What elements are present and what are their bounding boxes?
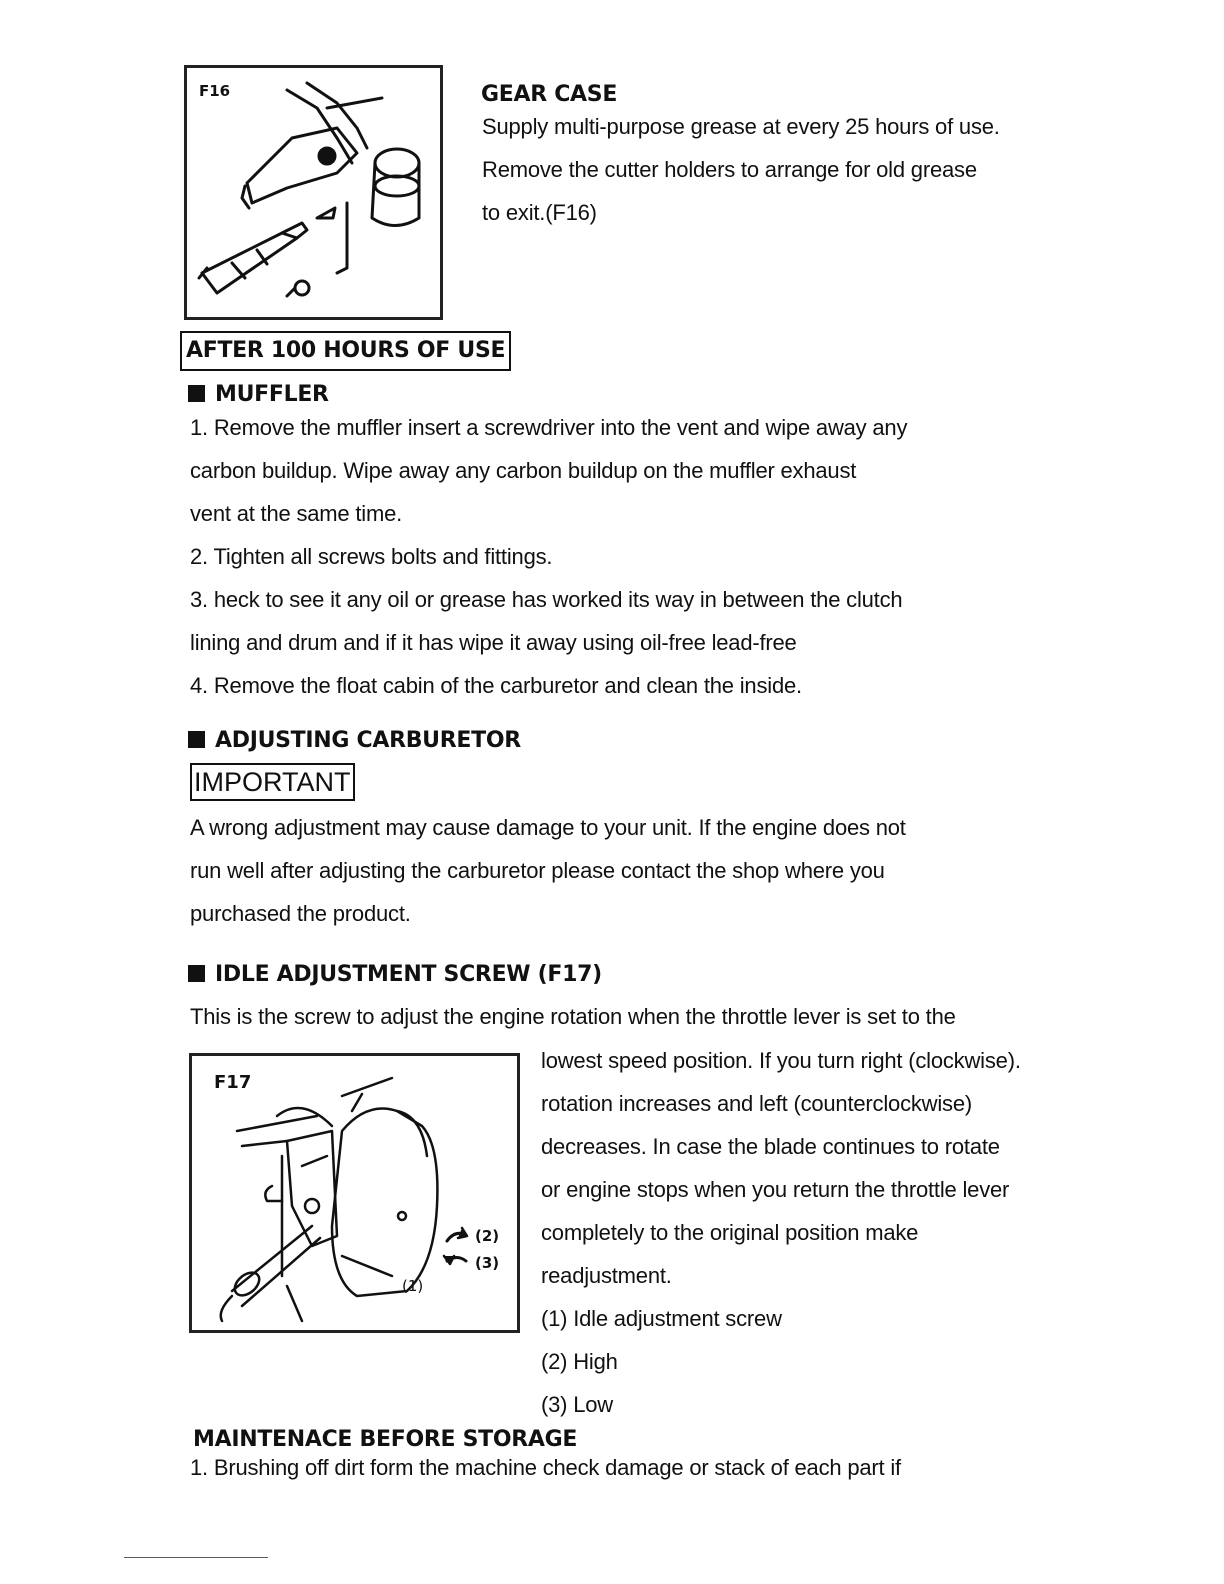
after-100-hours-heading: AFTER 100 HOURS OF USE [180, 331, 511, 371]
gear-case-line-2: Remove the cutter holders to arrange for old grease [482, 157, 977, 182]
idle-screw-legend-3: (3) Low [541, 1392, 613, 1417]
gear-case-body [482, 105, 1000, 234]
gear-case-line-3: to exit.(F16) [482, 200, 597, 225]
footer-rule [124, 1557, 268, 1558]
idle-screw-intro: This is the screw to adjust the engine rotation when the throttle lever is set to the [190, 1004, 956, 1029]
idle-screw-line: completely to the original position make [541, 1220, 919, 1245]
figure-f16 [184, 65, 443, 320]
muffler-line: 1. Remove the muffler insert a screwdriver into the vent and wipe away any [190, 415, 908, 440]
idle-screw-line: rotation increases and left (counterclockwise) [541, 1091, 973, 1116]
important-label: IMPORTANT [190, 763, 355, 801]
muffler-line: 3. heck to see it any oil or grease has worked its way in between the clutch [190, 587, 903, 612]
carburetor-line: purchased the product. [190, 901, 411, 926]
carburetor-line: A wrong adjustment may cause damage to your unit. If the engine does not [190, 815, 906, 840]
muffler-heading [188, 382, 329, 407]
idle-screw-title: IDLE ADJUSTMENT SCREW (F17) [215, 962, 602, 987]
idle-screw-body [541, 1039, 1021, 1426]
carburetor-illustration [192, 1056, 517, 1330]
muffler-line: 2. Tighten all screws bolts and fittings. [190, 544, 553, 569]
gear-case-heading: GEAR CASE [481, 82, 618, 107]
gear-case-illustration [187, 68, 440, 317]
carburetor-title: ADJUSTING CARBURETOR [215, 728, 521, 753]
idle-screw-line: lowest speed position. If you turn right (clockwise). [541, 1048, 1021, 1073]
storage-heading: MAINTENACE BEFORE STORAGE [193, 1427, 578, 1452]
carburetor-line: run well after adjusting the carburetor please contact the shop where you [190, 858, 885, 883]
callout-2: (2) [475, 1227, 500, 1245]
idle-screw-line: or engine stops when you return the throttle lever [541, 1177, 1010, 1202]
gear-case-line-1: Supply multi-purpose grease at every 25 hours of use. [482, 114, 1000, 139]
bullet-square-icon [188, 965, 205, 982]
muffler-line: vent at the same time. [190, 501, 403, 526]
idle-screw-line: readjustment. [541, 1263, 672, 1288]
muffler-line: lining and drum and if it has wipe it away using oil-free lead-free [190, 630, 797, 655]
muffler-title: MUFFLER [215, 382, 329, 407]
callout-3: (3) [475, 1254, 500, 1272]
muffler-line: 4. Remove the float cabin of the carburetor and clean the inside. [190, 673, 802, 698]
carburetor-heading [188, 728, 521, 753]
idle-screw-legend-1: (1) Idle adjustment screw [541, 1306, 782, 1331]
figure-f16-label: F16 [199, 82, 231, 100]
muffler-line: carbon buildup. Wipe away any carbon buildup on the muffler exhaust [190, 458, 857, 483]
figure-f17 [189, 1053, 520, 1333]
figure-f17-label: F17 [214, 1072, 252, 1093]
bullet-square-icon [188, 385, 205, 402]
storage-body [190, 1446, 901, 1489]
carburetor-body [190, 806, 906, 935]
idle-screw-legend-2: (2) High [541, 1349, 618, 1374]
muffler-body [190, 406, 907, 707]
callout-1: (1) [402, 1277, 424, 1295]
storage-line: 1. Brushing off dirt form the machine check damage or stack of each part if [190, 1455, 901, 1480]
idle-screw-heading [188, 962, 602, 987]
bullet-square-icon [188, 731, 205, 748]
idle-screw-line: decreases. In case the blade continues to rotate [541, 1134, 1000, 1159]
